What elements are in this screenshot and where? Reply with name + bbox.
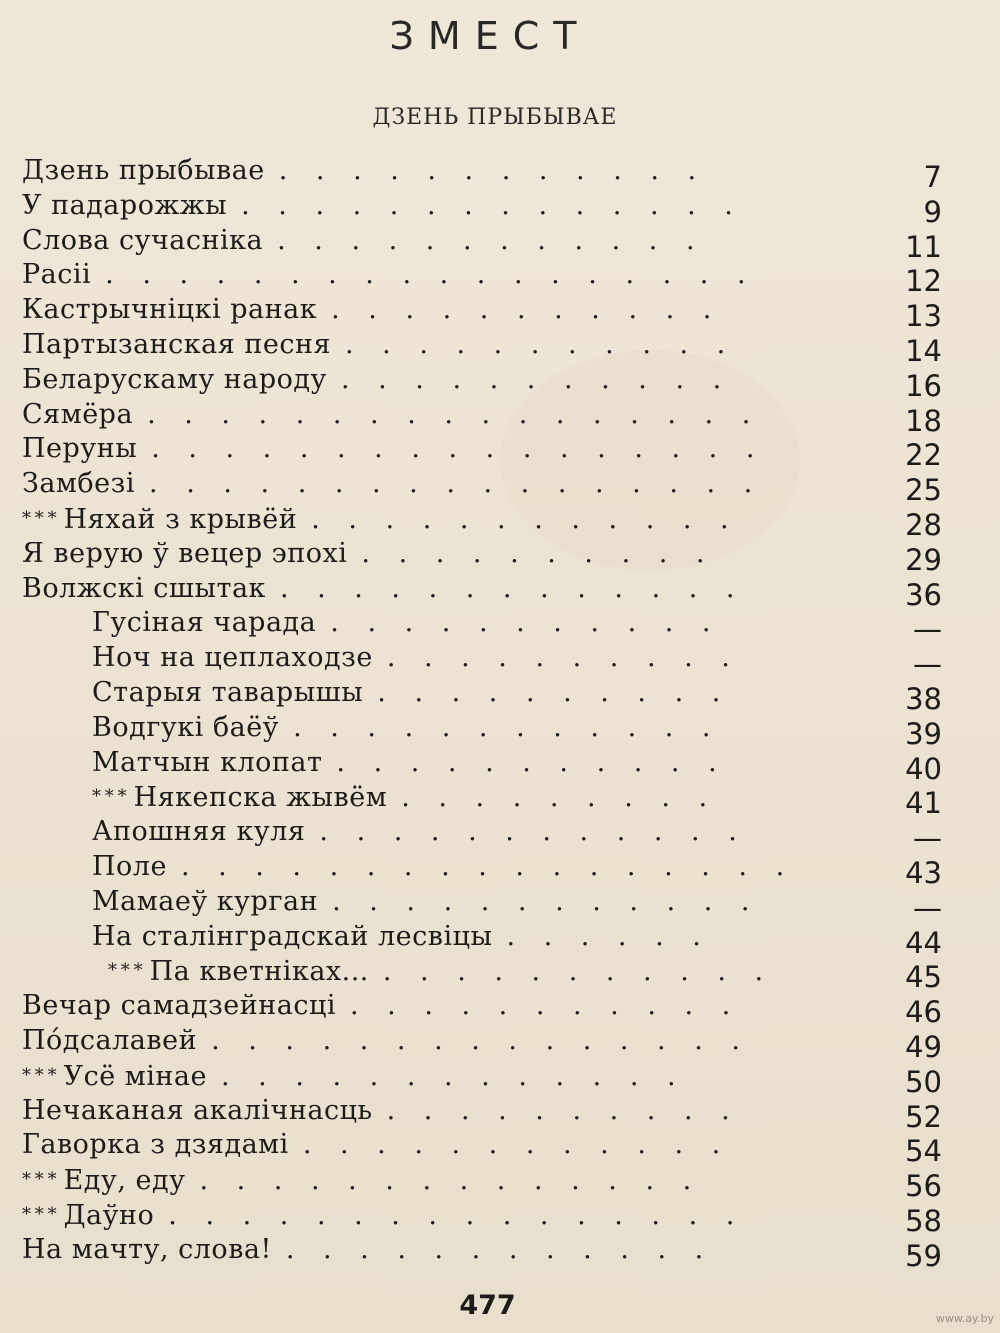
toc-entry-title (92, 815, 747, 850)
toc-entry-text: На мачту, слова! (22, 1233, 272, 1265)
toc-entry-page: 43 (905, 855, 942, 890)
toc-entry-title (22, 1233, 713, 1268)
dot-leader: . . . . . . . . . . (386, 1094, 740, 1126)
toc-entry-text: Старыя таварышы (92, 676, 364, 708)
asterism-icon: * * * (22, 1169, 58, 1191)
toc-entry-text: Даўно (63, 1199, 155, 1231)
toc-entry-page: 45 (905, 960, 942, 995)
toc-entry-text: Няхай з крывёй (63, 503, 298, 535)
toc-entry (0, 885, 1000, 925)
dot-leader: . . . . . . . . . . . (340, 363, 732, 395)
toc-entry-text: Па кветніках... (149, 956, 369, 988)
dot-leader: . . . . . . . . . . . . . . . . . (151, 433, 765, 465)
toc-entry (0, 1163, 1000, 1204)
watermark: www.ay.by (935, 1312, 994, 1325)
toc-entry-page: 14 (905, 333, 942, 368)
toc-entry-title (22, 189, 743, 224)
dot-leader: . . . . . . . . . . . (382, 956, 774, 988)
toc-entry (0, 1094, 1000, 1134)
dot-leader: . . . . . . (506, 920, 711, 952)
dot-leader: . . . . . . . . . . . (345, 328, 736, 360)
dot-leader: . . . . . . . . . . . . (285, 1233, 714, 1265)
dot-leader: . . . . . . . . . . . . . . . . . (147, 398, 761, 430)
toc-entry-title (92, 711, 720, 746)
toc-entry (0, 258, 1000, 299)
toc-entry-text: Дзень прыбывае (22, 155, 265, 186)
toc-entry-page: 25 (905, 473, 942, 508)
toc-entry (0, 432, 1000, 473)
dot-leader: . . . . . . . . . . . (350, 990, 741, 1022)
toc-entry (0, 154, 1000, 194)
dot-leader: . . . . . . . . . . . . (332, 885, 760, 917)
toc-entry-text: Слова сучасніка (22, 224, 264, 256)
toc-entry-title (22, 398, 760, 433)
toc-entry-page: 29 (905, 542, 942, 577)
toc-entry-page: 58 (905, 1203, 942, 1238)
toc-entry-title (22, 328, 735, 363)
toc-entry-page: — (913, 890, 942, 925)
toc-entry-title (92, 850, 794, 885)
toc-entry-text: Някепска жывём (133, 782, 388, 814)
toc-entry-page: — (913, 647, 942, 682)
toc-entry (0, 1233, 1000, 1273)
dot-leader: . . . . . . . . . . . . (293, 711, 721, 743)
toc-entry (0, 293, 1000, 334)
toc-entry-title (108, 954, 773, 990)
toc-entry (0, 676, 1000, 716)
asterism-icon: * * * (22, 507, 58, 529)
dot-leader: . . . . . . . . . . . . . . . (211, 1024, 750, 1056)
asterism-icon: * * * (22, 1203, 58, 1225)
toc-entry-title (22, 1059, 686, 1095)
dot-leader: . . . . . . . . . . . . (311, 503, 739, 535)
dot-leader: . . . . . . . . . . (386, 642, 740, 674)
toc-entry (0, 1198, 1000, 1238)
toc-entry-text: Матчын клопат (92, 746, 323, 778)
dot-leader: . . . . . . . . . . . . (302, 1129, 731, 1161)
toc-entry-title (22, 1163, 701, 1199)
toc-entry (0, 920, 1000, 960)
toc-entry (0, 502, 1000, 542)
dot-leader: . . . . . . . . . . . . (278, 155, 707, 186)
toc-entry-text: Гаворка з дзядамі (22, 1129, 289, 1161)
page-heading: ЗМЕСТ (389, 14, 591, 58)
dot-leader: . . . . . . . . . . . . . (221, 1060, 686, 1092)
toc-entry (0, 363, 1000, 403)
toc-entry-text: Перуны (22, 433, 138, 465)
toc-entry-page: 36 (905, 577, 942, 612)
toc-entry-text: Вечар самадзейнасці (22, 990, 336, 1022)
toc-entry-text: Еду, еду (63, 1165, 186, 1197)
toc-entry-title (22, 224, 705, 259)
toc-entry-page: 9 (923, 194, 942, 229)
toc-entry (0, 815, 1000, 856)
toc-entry-text: Усё мінае (63, 1060, 207, 1092)
toc-entry-title (92, 641, 740, 676)
toc-entry-text: Я верую ў вецер эпохі (22, 537, 348, 569)
toc-entry-title (92, 885, 759, 920)
toc-entry-title (22, 537, 715, 572)
toc-entry-title (22, 154, 706, 189)
dot-leader: . . . . . . . . . . . . . . . . . (149, 468, 763, 500)
toc-entry-title (22, 989, 740, 1024)
dot-leader: . . . . . . . . . . (377, 676, 731, 708)
toc-entry-page: 59 (905, 1238, 942, 1273)
toc-entry-page: 7 (923, 160, 942, 194)
toc-entry-page: 11 (905, 229, 942, 264)
toc-entry (0, 572, 1000, 612)
toc-entry-title (22, 432, 764, 467)
toc-entry-title (22, 502, 739, 538)
dot-leader: . . . . . . . . . . . (336, 746, 727, 778)
toc-entry (0, 1128, 1000, 1169)
toc-entry-text: Поле (92, 850, 167, 882)
toc-entry-title (22, 1024, 750, 1059)
toc-entry-page: 56 (905, 1169, 942, 1204)
toc-entry (0, 780, 1000, 821)
toc-entry-title (92, 920, 711, 955)
toc-entry (0, 954, 1000, 995)
toc-entry (0, 398, 1000, 438)
dot-leader: . . . . . . . . . . . . (319, 816, 747, 848)
toc-entry (0, 850, 1000, 890)
toc-entry-title (92, 746, 727, 781)
dot-leader: . . . . . . . . . . . . (277, 224, 705, 256)
dot-leader: . . . . . . . . . . . . . . . . . . (105, 259, 756, 291)
toc-entry-text: Нечаканая акалічнасць (22, 1094, 373, 1126)
toc-entry (0, 224, 1000, 264)
toc-entry-page: 18 (905, 403, 942, 438)
dot-leader: . . . . . . . . . . . . . (279, 572, 745, 604)
dot-leader: . . . . . . . . . . . (330, 607, 721, 639)
toc-entry-text: Партызанская песня (22, 328, 332, 360)
toc-entry-title (92, 606, 721, 641)
dot-leader: . . . . . . . . . . . . . . . . (168, 1199, 745, 1231)
toc-entry-text: Беларускаму народу (22, 363, 327, 395)
toc-entry-text: Пóдсалавей (22, 1024, 198, 1056)
toc-entry-title (22, 258, 756, 293)
toc-entry-page: 13 (905, 299, 942, 334)
toc-entry-text: Сямёра (22, 398, 134, 430)
toc-entry-text: Гусіная чарада (92, 607, 317, 639)
toc-entry-text: Кастрычніцкі ранак (22, 294, 318, 326)
toc-entry-text: Мамаеў курган (92, 885, 319, 917)
toc-entry (0, 746, 1000, 786)
toc-entry (0, 1024, 1000, 1064)
toc-entry (0, 189, 1000, 229)
dot-leader: . . . . . . . . . . . . . . (241, 189, 743, 221)
toc-entry-title (22, 467, 762, 502)
toc-entry-page: 54 (905, 1134, 942, 1169)
toc-entry (0, 711, 1000, 751)
toc-entry-title (22, 1198, 744, 1234)
toc-entry-title (22, 293, 721, 328)
toc-entry (0, 467, 1000, 508)
toc-entry-page: 38 (905, 681, 942, 716)
toc-entry-page: 39 (905, 716, 942, 751)
dot-leader: . . . . . . . . . (401, 782, 718, 814)
toc-entry-page: 44 (905, 925, 942, 960)
toc-entry-title (22, 1094, 740, 1129)
toc-entry-page: — (913, 612, 942, 647)
toc-entry-text: Апошняя куля (92, 816, 306, 848)
toc-entry-page: 49 (905, 1029, 942, 1064)
dot-leader: . . . . . . . . . . . (331, 294, 722, 326)
toc-entry-page: 41 (905, 786, 942, 821)
toc-entry-title (22, 1128, 730, 1163)
page-number: 477 (459, 1290, 516, 1321)
toc-entry-title (22, 363, 731, 398)
toc-entry-text: Ноч на цеплаходзе (92, 642, 373, 674)
toc-entry-text: Волжскі сшытак (22, 572, 266, 604)
dot-leader: . . . . . . . . . . (361, 537, 715, 569)
toc-entry-text: На сталінградскай лесвіцы (92, 920, 493, 952)
toc-entry-page: 46 (905, 995, 942, 1030)
asterism-icon: * * * (92, 786, 128, 808)
toc-entry-page: — (913, 821, 942, 856)
toc-entry-text: Водгукі баёў (92, 711, 280, 743)
toc-entry-page: 50 (905, 1064, 942, 1099)
toc-entry-page: 12 (905, 264, 942, 299)
toc-entry-title (92, 676, 730, 711)
dot-leader: . . . . . . . . . . . . . . (199, 1165, 702, 1197)
toc-entry-text: У падарожжы (22, 189, 228, 221)
toc-entry (0, 537, 1000, 577)
section-title: ДЗЕНЬ ПРЫБЫВАЕ (372, 105, 618, 130)
toc-entry-text: Расіі (22, 259, 92, 291)
asterism-icon: * * * (22, 1064, 58, 1086)
toc-entry (0, 328, 1000, 368)
toc-entry-page: 40 (905, 751, 942, 786)
toc-entry-text: Замбезі (22, 468, 136, 500)
toc-entry-page: 16 (905, 368, 942, 403)
toc-entry-title (92, 780, 717, 816)
toc-entry (0, 606, 1000, 647)
table-of-contents (0, 154, 1000, 1273)
toc-entry-page: 52 (905, 1099, 942, 1134)
toc-entry (0, 641, 1000, 682)
toc-entry-title (22, 572, 745, 607)
toc-entry-page: 22 (905, 438, 942, 473)
asterism-icon: * * * (108, 960, 144, 982)
toc-entry-page: 28 (905, 507, 942, 542)
toc-entry (0, 1059, 1000, 1099)
dot-leader: . . . . . . . . . . . . . . . . . (180, 850, 795, 882)
toc-entry (0, 989, 1000, 1030)
